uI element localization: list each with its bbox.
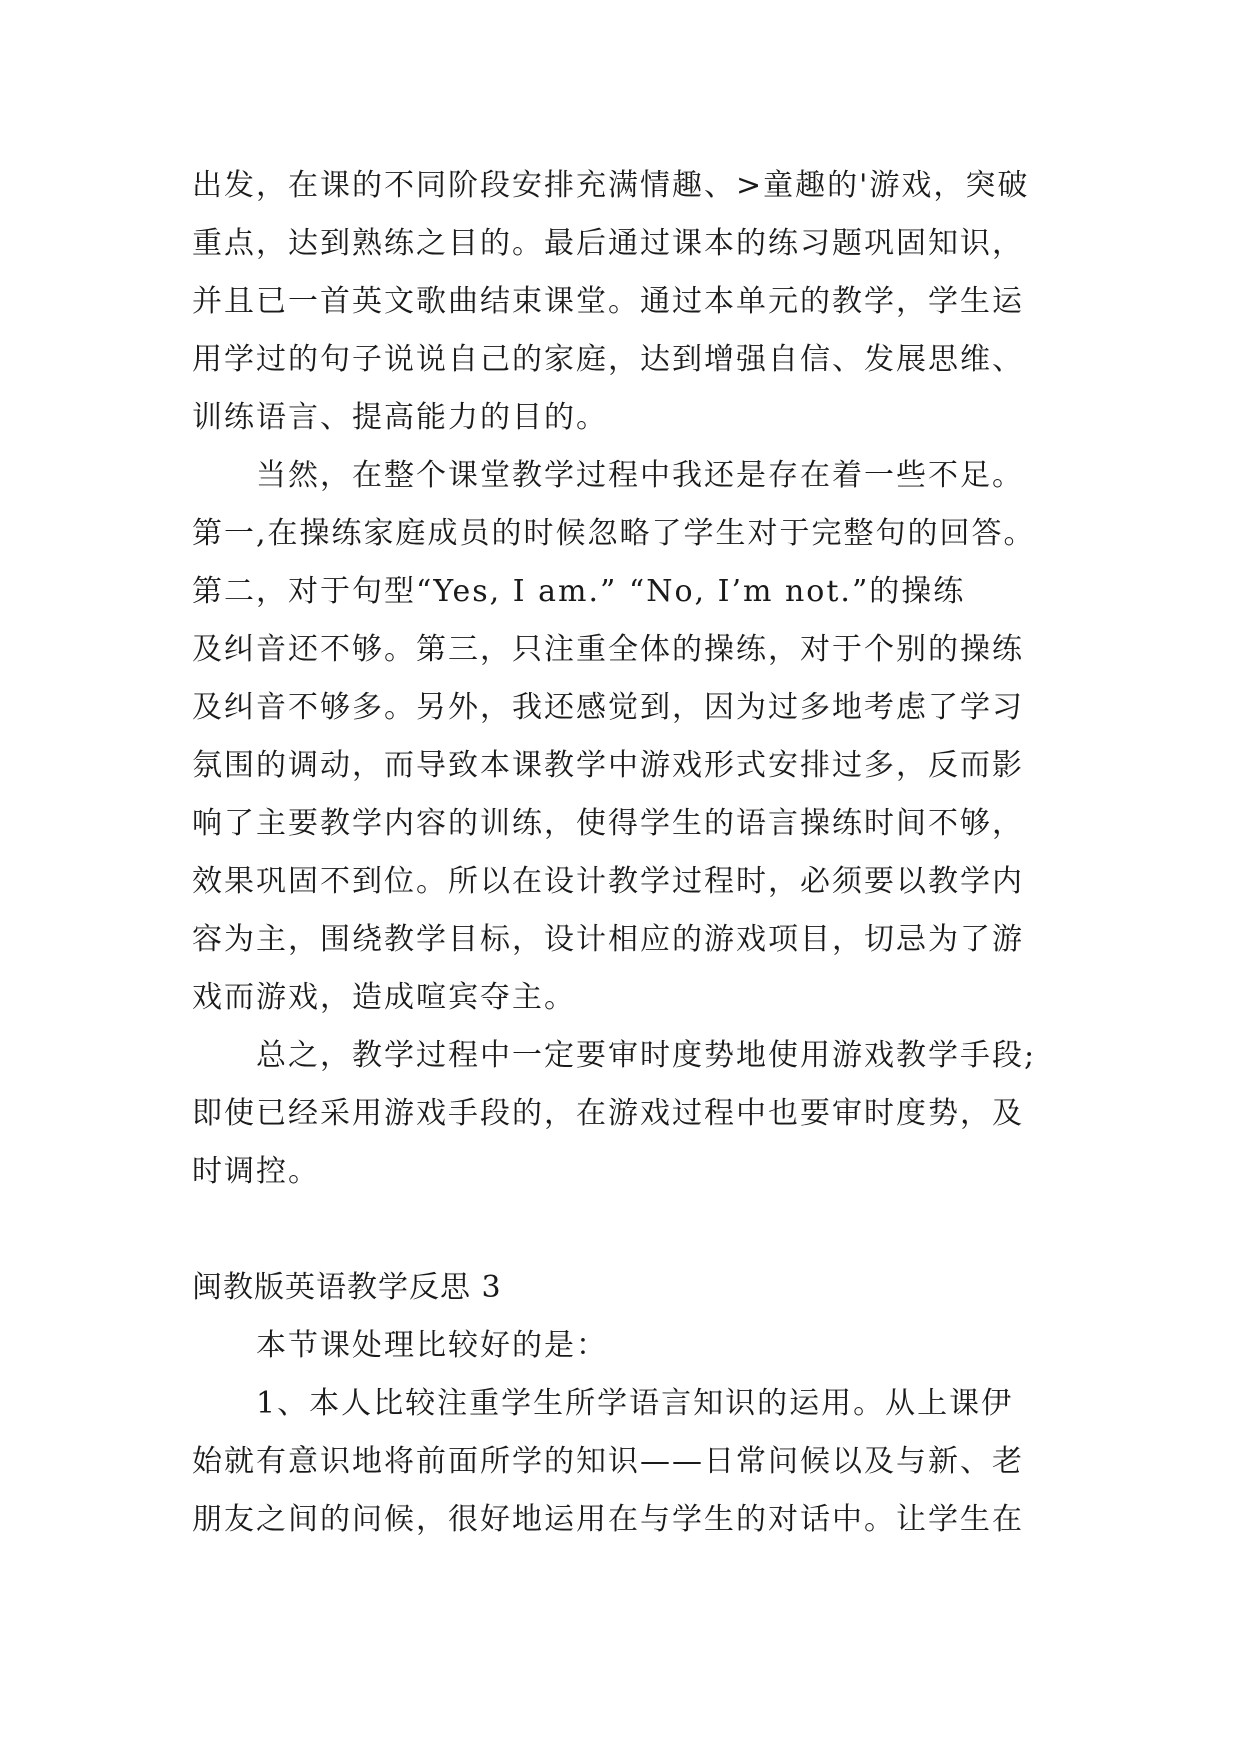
text-line: 第二，对于句型“Yes, I am.” “No, I’m not.”的操练: [192, 574, 966, 609]
text-line: 第一,在操练家庭成员的时候忽略了学生对于完整句的回答。: [192, 516, 1036, 551]
text-line: 效果巩固不到位。所以在设计教学过程时，必须要以教学内: [192, 864, 1024, 899]
paragraph-start: 当然，在整个课堂教学过程中我还是存在着一些不足。: [256, 458, 1024, 493]
text-line: 时调控。: [192, 1154, 320, 1189]
paragraph-start: 1、本人比较注重学生所学语言知识的运用。从上课伊: [256, 1386, 1014, 1421]
text-line: 戏而游戏，造成喧宾夺主。: [192, 980, 576, 1015]
section-heading: 闽教版英语教学反思 3: [192, 1270, 502, 1305]
text-line: 始就有意识地将前面所学的知识——日常问候以及与新、老: [192, 1444, 1024, 1479]
text-line: 用学过的句子说说自己的家庭，达到增强自信、发展思维、: [192, 342, 1024, 377]
text-line: 重点，达到熟练之目的。最后通过课本的练习题巩固知识，: [192, 226, 1024, 261]
paragraph-start: 本节课处理比较好的是：: [256, 1328, 608, 1363]
text-line: 并且已一首英文歌曲结束课堂。通过本单元的教学，学生运: [192, 284, 1024, 319]
text-line: 及纠音还不够。第三，只注重全体的操练，对于个别的操练: [192, 632, 1024, 667]
text-line: 响了主要教学内容的训练，使得学生的语言操练时间不够，: [192, 806, 1024, 841]
text-line: 出发，在课的不同阶段安排充满情趣、>童趣的'游戏，突破: [192, 168, 1030, 203]
text-line: 氛围的调动，而导致本课教学中游戏形式安排过多，反而影: [192, 748, 1024, 783]
text-line: 容为主，围绕教学目标，设计相应的游戏项目，切忌为了游: [192, 922, 1024, 957]
text-line: 及纠音不够多。另外，我还感觉到，因为过多地考虑了学习: [192, 690, 1024, 725]
paragraph-start: 总之，教学过程中一定要审时度势地使用游戏教学手段;: [256, 1038, 1037, 1073]
text-line: 朋友之间的问候，很好地运用在与学生的对话中。让学生在: [192, 1502, 1024, 1537]
text-line: 训练语言、提高能力的目的。: [192, 400, 608, 435]
text-line: 即使已经采用游戏手段的，在游戏过程中也要审时度势，及: [192, 1096, 1024, 1131]
